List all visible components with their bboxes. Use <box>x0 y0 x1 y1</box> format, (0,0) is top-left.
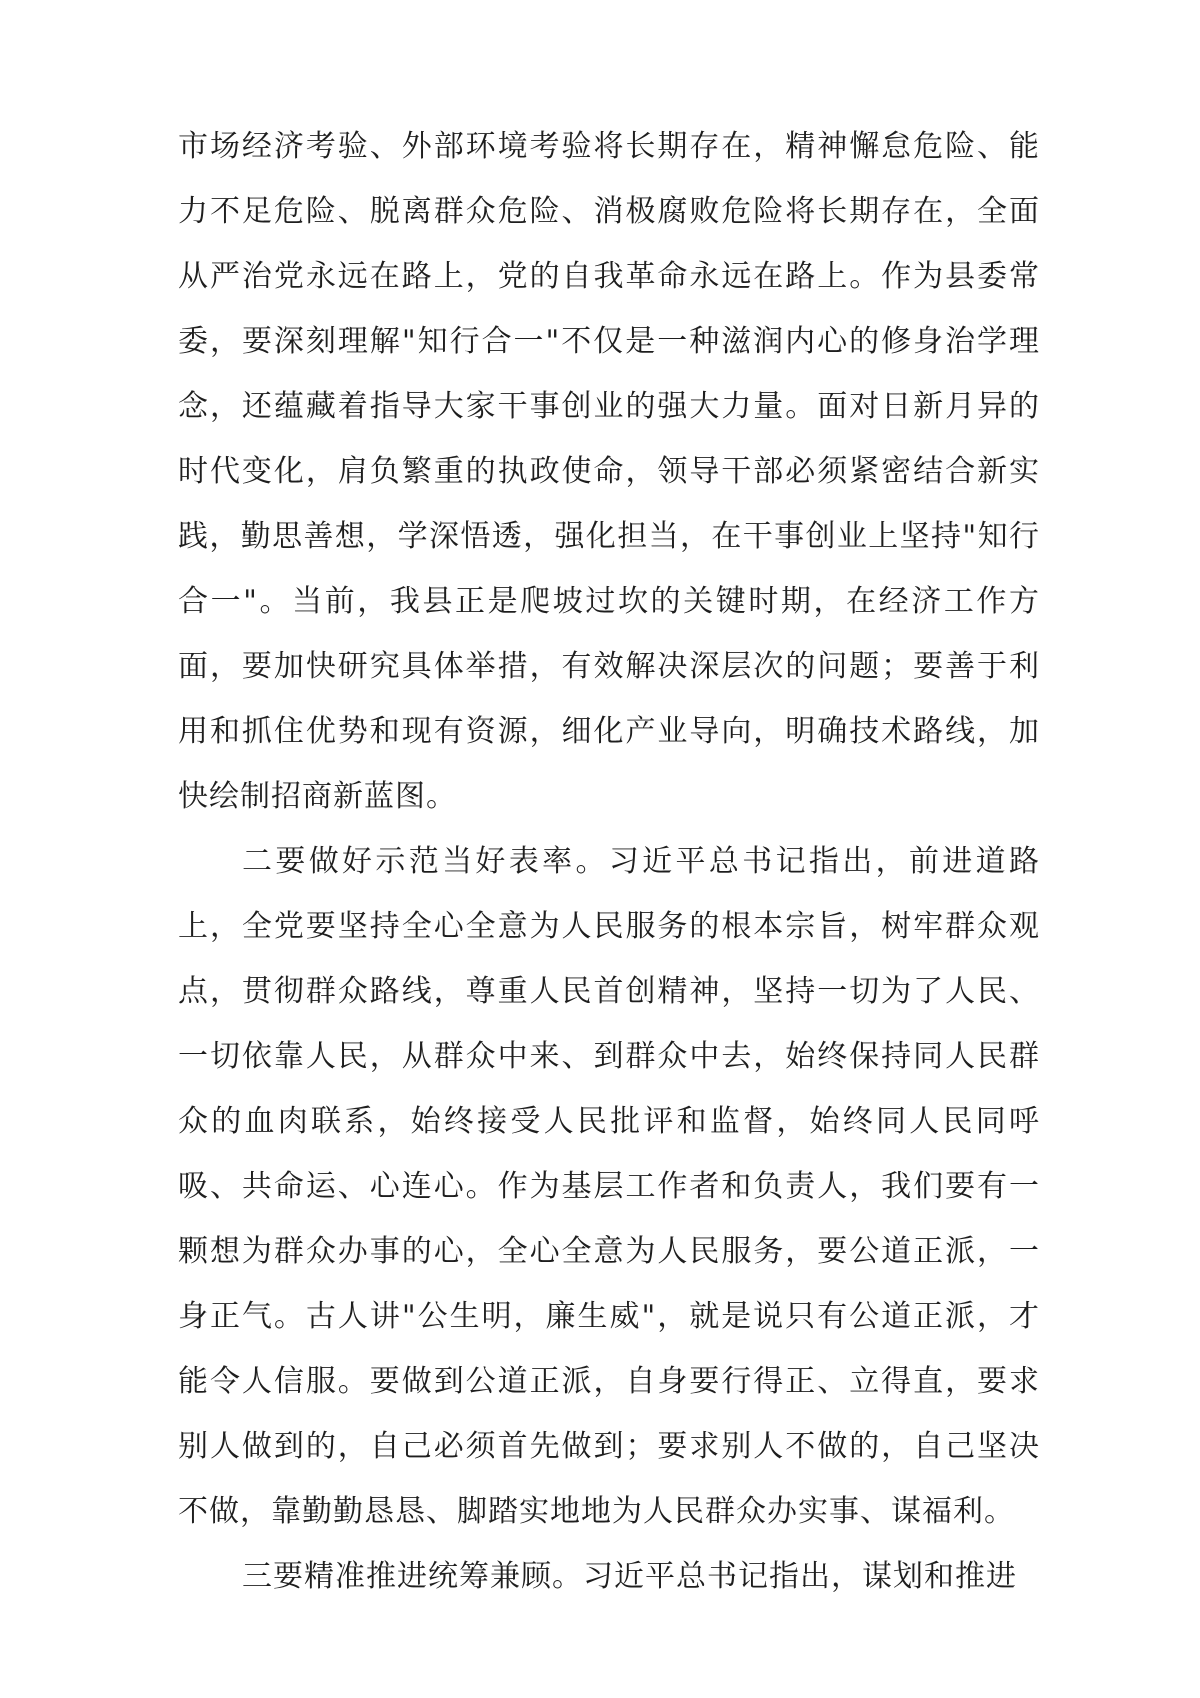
paragraph-1: 市场经济考验、外部环境考验将长期存在，精神懈怠危险、能力不足危险、脱离群众危险、消极腐败危险将长期存在，全面从严治党永远在路上，党的自我革命永远在路上。作为县委常委，要深刻理解"知行合一"不仅是一种滋润内心的修身治学理念，还蕴藏着指导大家干事创业的强大力量。面对日新月异的时代变化，肩负繁重的执政使命，领导干部必须紧密结合新实践，勤思善想，学深悟透，强化担当，在干事创业上坚持"知行合一"。当前，我县正是爬坡过坎的关键时期，在经济工作方面，要加快研究具体举措，有效解决深层次的问题；要善于利用和抓住优势和现有资源，细化产业导向，明确技术路线，加快绘制招商新蓝图。 <box>178 129 1040 814</box>
paragraph-2: 二要做好示范当好表率。习近平总书记指出，前进道路上，全党要坚持全心全意为人民服务的根本宗旨，树牢群众观点，贯彻群众路线，尊重人民首创精神，坚持一切为了人民、一切依靠人民，从群众中来、到群众中去，始终保持同人民群众的血肉联系，始终接受人民批评和监督，始终同人民同呼吸、共命运、心连心。作为基层工作者和负责人，我们要有一颗想为群众办事的心，全心全意为人民服务，要公道正派，一身正气。古人讲"公生明，廉生威"，就是说只有公道正派，才能令人信服。要做到公道正派，自身要行得正、立得直，要求别人做到的，自己必须首先做到；要求别人不做的，自己坚决不做，靠勤勤恳恳、脚踏实地地为人民群众办实事、谋福利。 <box>178 844 1040 1529</box>
paragraph-3: 三要精准推进统筹兼顾。习近平总书记指出，谋划和推进 <box>242 1559 1017 1594</box>
document-body <box>178 114 1040 1609</box>
